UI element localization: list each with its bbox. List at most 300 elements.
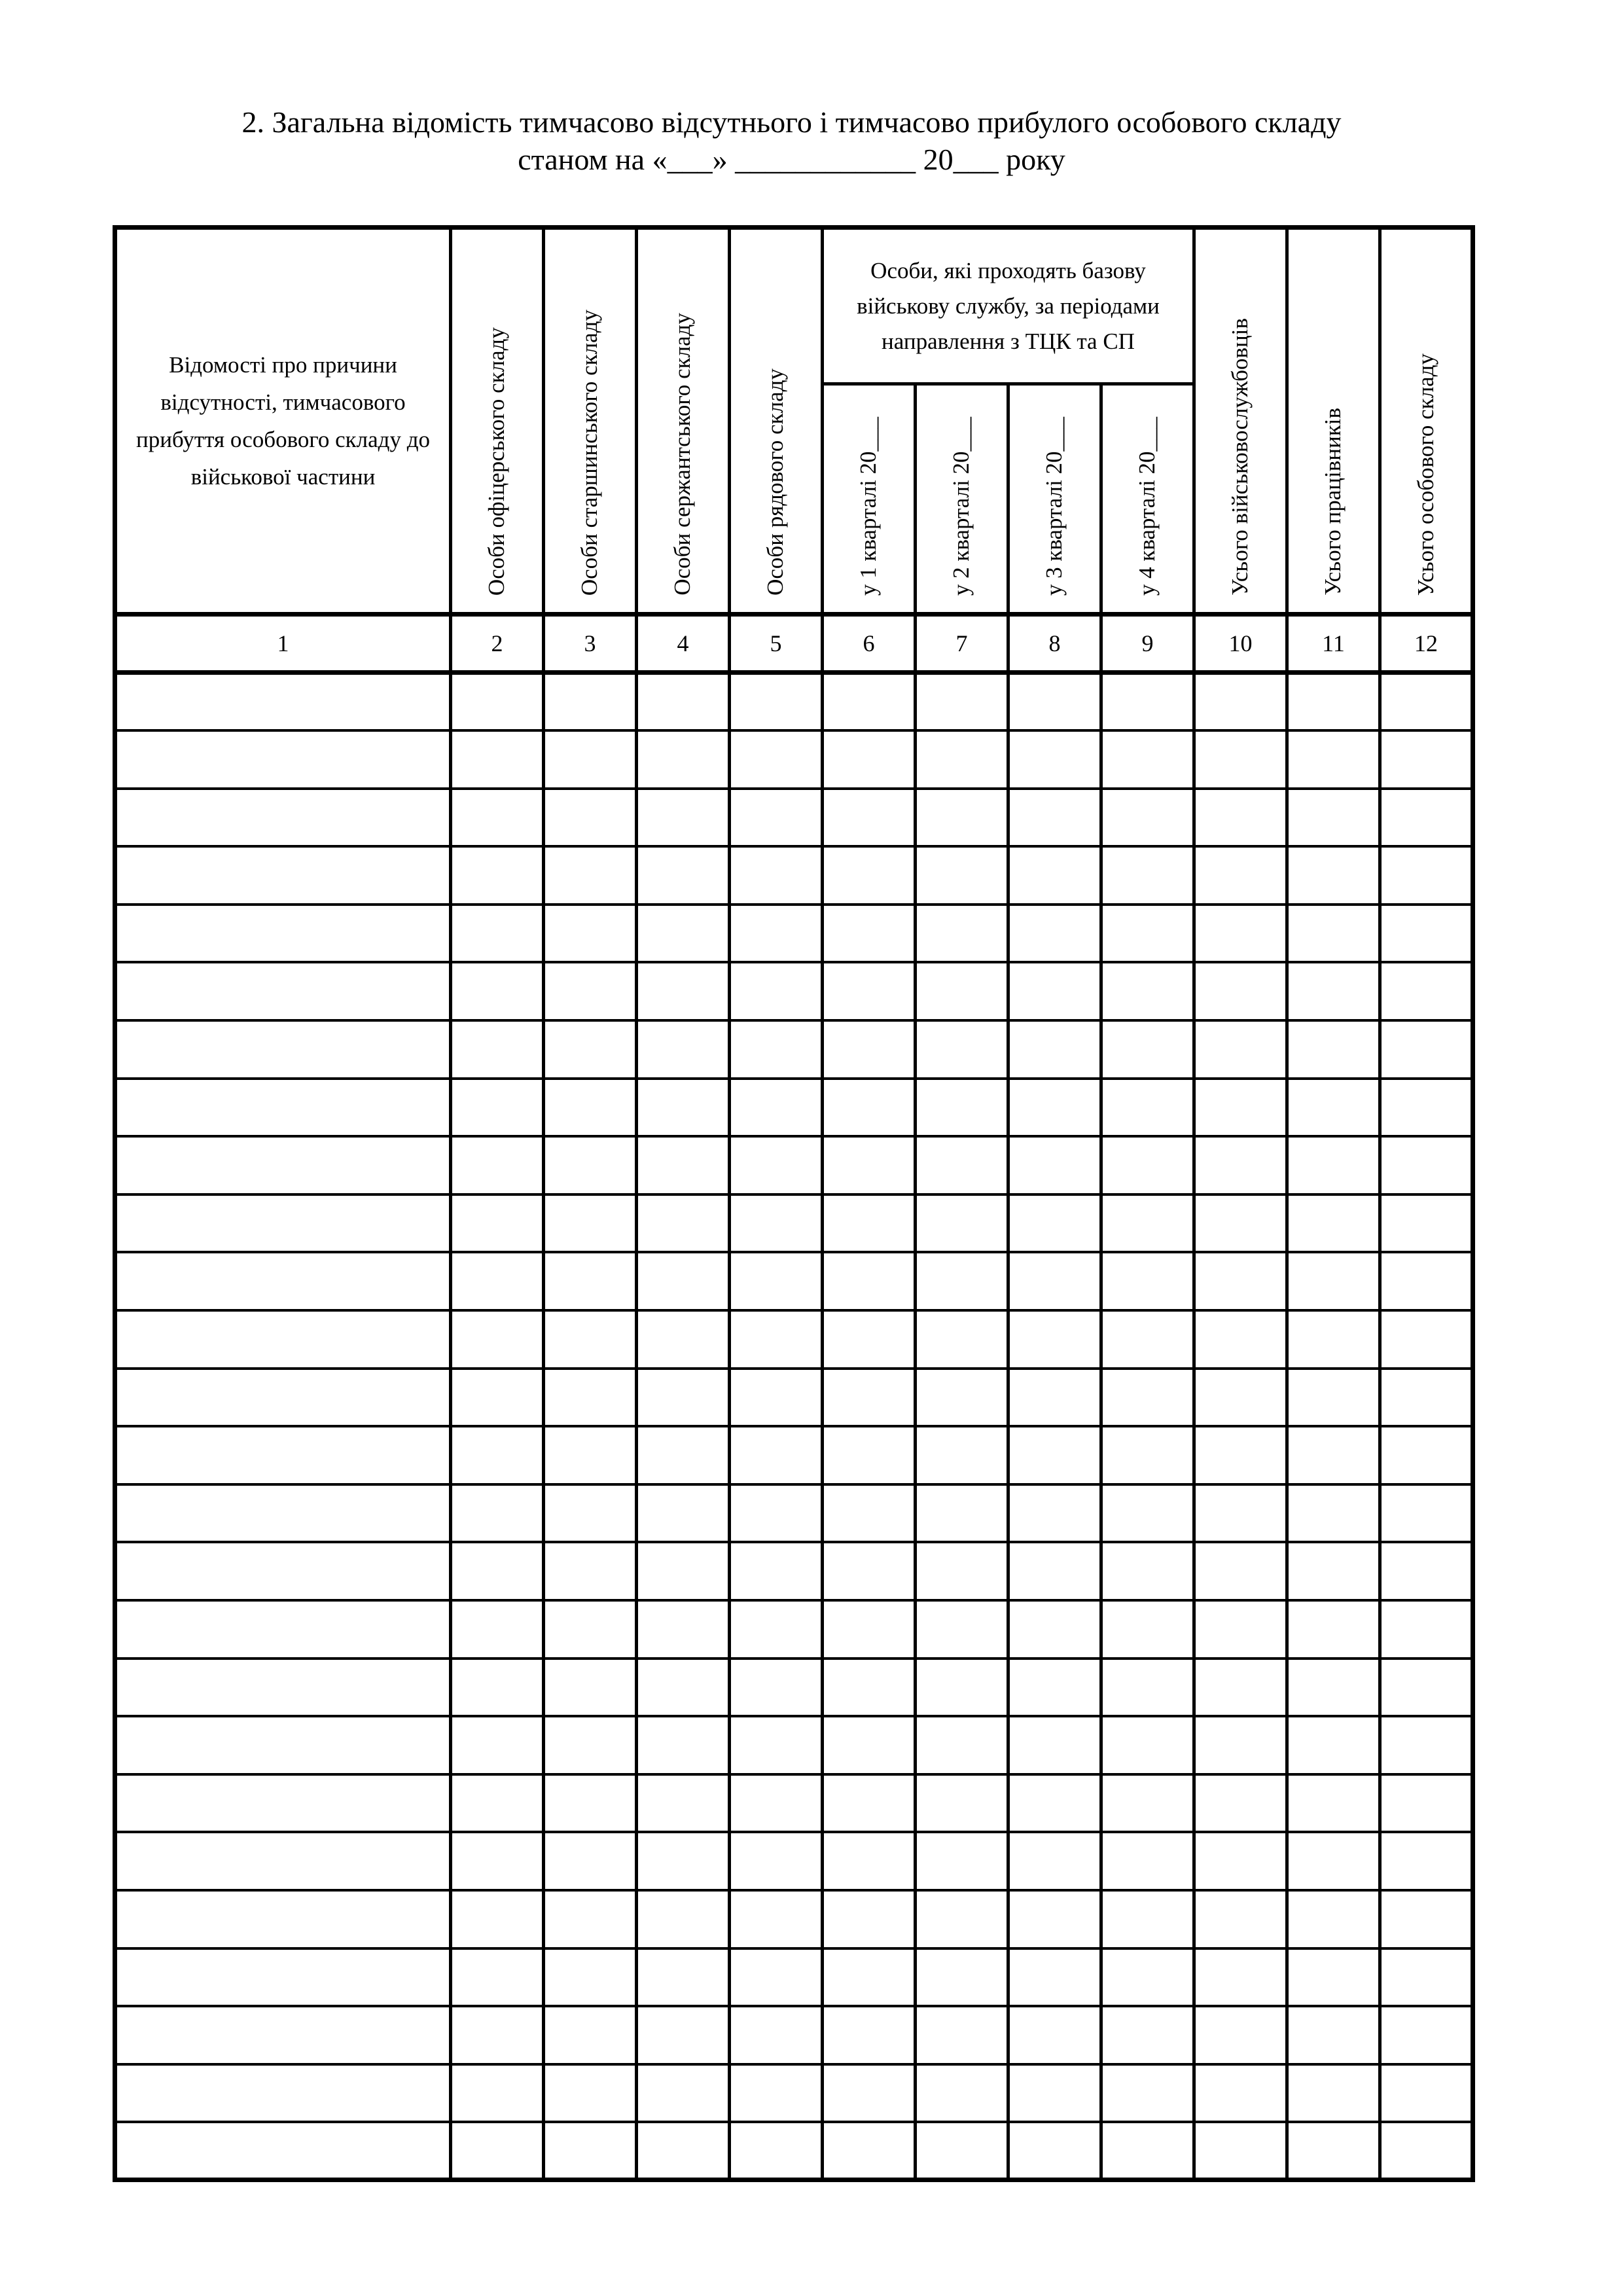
empty-cell bbox=[916, 846, 1008, 905]
empty-cell bbox=[916, 1890, 1008, 1948]
empty-cell bbox=[451, 1659, 544, 1717]
empty-cell bbox=[1101, 2064, 1194, 2123]
empty-cell bbox=[730, 1369, 823, 1427]
empty-cell bbox=[1380, 1542, 1473, 1600]
empty-cell bbox=[1101, 1484, 1194, 1543]
empty-cell bbox=[1380, 1890, 1473, 1948]
empty-cell bbox=[1287, 2064, 1380, 2123]
empty-cell bbox=[451, 1890, 544, 1948]
empty-cell bbox=[544, 846, 637, 905]
column-number: 8 bbox=[1008, 615, 1101, 673]
empty-cell bbox=[115, 2122, 451, 2180]
empty-cell bbox=[637, 730, 730, 789]
empty-cell bbox=[1194, 730, 1287, 789]
empty-cell bbox=[1287, 1310, 1380, 1369]
empty-cell bbox=[1380, 1020, 1473, 1079]
empty-cell bbox=[451, 2064, 544, 2123]
empty-cell bbox=[1101, 962, 1194, 1020]
empty-cell bbox=[1380, 1369, 1473, 1427]
empty-cell bbox=[544, 1484, 637, 1543]
empty-cell bbox=[1380, 1948, 1473, 2007]
empty-cell bbox=[823, 1948, 916, 2007]
empty-cell bbox=[451, 962, 544, 1020]
empty-cell bbox=[730, 789, 823, 847]
empty-cell bbox=[115, 2064, 451, 2123]
empty-cell bbox=[1008, 1716, 1101, 1774]
empty-cell bbox=[823, 1890, 916, 1948]
empty-cell bbox=[544, 789, 637, 847]
empty-cell bbox=[1380, 1600, 1473, 1659]
empty-cell bbox=[1101, 1310, 1194, 1369]
empty-cell bbox=[1008, 730, 1101, 789]
empty-cell bbox=[823, 846, 916, 905]
empty-cell bbox=[1101, 1252, 1194, 1310]
column-header-total-personnel: Усього особового складу bbox=[1380, 228, 1473, 615]
empty-cell bbox=[637, 1020, 730, 1079]
empty-cell bbox=[1287, 1774, 1380, 1833]
empty-cell bbox=[1194, 1426, 1287, 1484]
empty-cell bbox=[730, 1426, 823, 1484]
empty-cell bbox=[544, 1020, 637, 1079]
table-row bbox=[115, 1948, 1473, 2007]
empty-cell bbox=[544, 962, 637, 1020]
table-row bbox=[115, 962, 1473, 1020]
empty-cell bbox=[544, 673, 637, 731]
empty-cell bbox=[916, 1136, 1008, 1194]
empty-cell bbox=[115, 1716, 451, 1774]
empty-cell bbox=[115, 673, 451, 731]
empty-cell bbox=[730, 1136, 823, 1194]
empty-cell bbox=[1101, 905, 1194, 963]
empty-cell bbox=[1287, 962, 1380, 1020]
empty-cell bbox=[916, 1310, 1008, 1369]
empty-cell bbox=[1287, 1136, 1380, 1194]
column-number-row bbox=[115, 615, 1473, 673]
empty-cell bbox=[916, 1020, 1008, 1079]
empty-cell bbox=[1194, 1136, 1287, 1194]
empty-cell bbox=[115, 1369, 451, 1427]
table-body bbox=[115, 673, 1473, 2180]
empty-cell bbox=[1287, 1948, 1380, 2007]
empty-cell bbox=[1380, 1136, 1473, 1194]
empty-cell bbox=[1194, 789, 1287, 847]
empty-cell bbox=[823, 1136, 916, 1194]
column-number: 6 bbox=[823, 615, 916, 673]
empty-cell bbox=[115, 1020, 451, 1079]
empty-cell bbox=[823, 673, 916, 731]
empty-cell bbox=[916, 1426, 1008, 1484]
empty-cell bbox=[451, 905, 544, 963]
empty-cell bbox=[916, 730, 1008, 789]
table-row bbox=[115, 1020, 1473, 1079]
empty-cell bbox=[115, 1659, 451, 1717]
empty-cell bbox=[916, 1948, 1008, 2007]
column-number: 5 bbox=[730, 615, 823, 673]
page-title: 2. Загальна відомість тимчасово відсутнього і тимчасово прибулого особового складу bbox=[241, 105, 1342, 139]
empty-cell bbox=[451, 1369, 544, 1427]
empty-cell bbox=[1287, 1542, 1380, 1600]
empty-cell bbox=[1194, 1716, 1287, 1774]
empty-cell bbox=[823, 1252, 916, 1310]
empty-cell bbox=[1194, 2122, 1287, 2180]
empty-cell bbox=[451, 1310, 544, 1369]
empty-cell bbox=[1008, 1484, 1101, 1543]
empty-cell bbox=[1287, 2006, 1380, 2064]
empty-cell bbox=[451, 1832, 544, 1890]
empty-cell bbox=[544, 2122, 637, 2180]
empty-cell bbox=[1380, 1832, 1473, 1890]
empty-cell bbox=[451, 1948, 544, 2007]
table-row bbox=[115, 1194, 1473, 1253]
table-row bbox=[115, 905, 1473, 963]
empty-cell bbox=[916, 1484, 1008, 1543]
empty-cell bbox=[1008, 1194, 1101, 1253]
empty-cell bbox=[1194, 1890, 1287, 1948]
empty-cell bbox=[730, 1252, 823, 1310]
empty-cell bbox=[1194, 1020, 1287, 1079]
empty-cell bbox=[1194, 846, 1287, 905]
column-number: 9 bbox=[1101, 615, 1194, 673]
empty-cell bbox=[1008, 2006, 1101, 2064]
empty-cell bbox=[1194, 1600, 1287, 1659]
empty-cell bbox=[1287, 1020, 1380, 1079]
empty-cell bbox=[823, 962, 916, 1020]
empty-cell bbox=[544, 1542, 637, 1600]
empty-cell bbox=[916, 2122, 1008, 2180]
empty-cell bbox=[916, 1716, 1008, 1774]
table-row bbox=[115, 673, 1473, 731]
empty-cell bbox=[544, 1310, 637, 1369]
empty-cell bbox=[1287, 1832, 1380, 1890]
empty-cell bbox=[1287, 1890, 1380, 1948]
empty-cell bbox=[823, 2064, 916, 2123]
empty-cell bbox=[1101, 673, 1194, 731]
empty-cell bbox=[1194, 1079, 1287, 1137]
empty-cell bbox=[916, 1194, 1008, 1253]
empty-cell bbox=[637, 1659, 730, 1717]
empty-cell bbox=[637, 1136, 730, 1194]
empty-cell bbox=[115, 905, 451, 963]
empty-cell bbox=[916, 1600, 1008, 1659]
table-row bbox=[115, 1252, 1473, 1310]
empty-cell bbox=[823, 905, 916, 963]
empty-cell bbox=[1194, 1774, 1287, 1833]
empty-cell bbox=[1101, 789, 1194, 847]
column-number: 1 bbox=[115, 615, 451, 673]
table-row bbox=[115, 1542, 1473, 1600]
column-number: 2 bbox=[451, 615, 544, 673]
empty-cell bbox=[916, 789, 1008, 847]
empty-cell bbox=[916, 905, 1008, 963]
column-header-sergeants: Особи сержантського складу bbox=[637, 228, 730, 615]
empty-cell bbox=[637, 2064, 730, 2123]
empty-cell bbox=[1380, 2064, 1473, 2123]
empty-cell bbox=[115, 962, 451, 1020]
column-number: 7 bbox=[916, 615, 1008, 673]
empty-cell bbox=[1101, 2006, 1194, 2064]
empty-cell bbox=[637, 962, 730, 1020]
empty-cell bbox=[637, 1484, 730, 1543]
empty-cell bbox=[451, 730, 544, 789]
personnel-roster-table bbox=[113, 225, 1475, 2182]
empty-cell bbox=[730, 1774, 823, 1833]
empty-cell bbox=[544, 1890, 637, 1948]
empty-cell bbox=[823, 1716, 916, 1774]
empty-cell bbox=[115, 1948, 451, 2007]
column-number: 4 bbox=[637, 615, 730, 673]
empty-cell bbox=[823, 2006, 916, 2064]
empty-cell bbox=[451, 1484, 544, 1543]
empty-cell bbox=[451, 1774, 544, 1833]
empty-cell bbox=[1008, 1252, 1101, 1310]
empty-cell bbox=[1287, 1252, 1380, 1310]
empty-cell bbox=[637, 1832, 730, 1890]
table-row bbox=[115, 1484, 1473, 1543]
empty-cell bbox=[1101, 1890, 1194, 1948]
empty-cell bbox=[1380, 846, 1473, 905]
empty-cell bbox=[637, 1542, 730, 1600]
empty-cell bbox=[1101, 2122, 1194, 2180]
empty-cell bbox=[451, 1252, 544, 1310]
empty-cell bbox=[1287, 905, 1380, 963]
empty-cell bbox=[544, 1600, 637, 1659]
empty-cell bbox=[730, 905, 823, 963]
page-subtitle: станом на «___» ____________ 20___ року bbox=[518, 143, 1065, 176]
empty-cell bbox=[451, 2122, 544, 2180]
column-number: 3 bbox=[544, 615, 637, 673]
empty-cell bbox=[544, 730, 637, 789]
empty-cell bbox=[544, 1369, 637, 1427]
empty-cell bbox=[823, 730, 916, 789]
empty-cell bbox=[637, 1716, 730, 1774]
empty-cell bbox=[1101, 1832, 1194, 1890]
empty-cell bbox=[451, 1426, 544, 1484]
empty-cell bbox=[1287, 1194, 1380, 1253]
table-row bbox=[115, 1310, 1473, 1369]
empty-cell bbox=[637, 1079, 730, 1137]
empty-cell bbox=[451, 789, 544, 847]
table-row bbox=[115, 730, 1473, 789]
empty-cell bbox=[916, 1774, 1008, 1833]
empty-cell bbox=[916, 1252, 1008, 1310]
empty-cell bbox=[637, 1774, 730, 1833]
empty-cell bbox=[1194, 2006, 1287, 2064]
empty-cell bbox=[916, 2006, 1008, 2064]
empty-cell bbox=[115, 2006, 451, 2064]
empty-cell bbox=[1008, 1948, 1101, 2007]
empty-cell bbox=[823, 1194, 916, 1253]
empty-cell bbox=[730, 673, 823, 731]
empty-cell bbox=[730, 2064, 823, 2123]
empty-cell bbox=[823, 1659, 916, 1717]
empty-cell bbox=[544, 2006, 637, 2064]
empty-cell bbox=[1101, 1369, 1194, 1427]
empty-cell bbox=[730, 1310, 823, 1369]
empty-cell bbox=[1194, 1832, 1287, 1890]
empty-cell bbox=[1287, 1484, 1380, 1543]
empty-cell bbox=[637, 1948, 730, 2007]
empty-cell bbox=[1008, 1310, 1101, 1369]
empty-cell bbox=[823, 1542, 916, 1600]
empty-cell bbox=[916, 1542, 1008, 1600]
table-row bbox=[115, 789, 1473, 847]
table-row bbox=[115, 1136, 1473, 1194]
empty-cell bbox=[1101, 1426, 1194, 1484]
empty-cell bbox=[1194, 1252, 1287, 1310]
empty-cell bbox=[730, 1194, 823, 1253]
empty-cell bbox=[637, 1310, 730, 1369]
empty-cell bbox=[730, 1890, 823, 1948]
empty-cell bbox=[1380, 2122, 1473, 2180]
empty-cell bbox=[730, 2122, 823, 2180]
empty-cell bbox=[1287, 1079, 1380, 1137]
table-row bbox=[115, 1369, 1473, 1427]
empty-cell bbox=[451, 1542, 544, 1600]
empty-cell bbox=[1380, 1659, 1473, 1717]
empty-cell bbox=[916, 1369, 1008, 1427]
empty-cell bbox=[637, 1600, 730, 1659]
empty-cell bbox=[1194, 1310, 1287, 1369]
empty-cell bbox=[1287, 1600, 1380, 1659]
empty-cell bbox=[451, 1136, 544, 1194]
empty-cell bbox=[1380, 1774, 1473, 1833]
empty-cell bbox=[637, 846, 730, 905]
empty-cell bbox=[1380, 673, 1473, 731]
page-title-block bbox=[113, 103, 1471, 178]
empty-cell bbox=[730, 1542, 823, 1600]
column-header-total-servicemen: Усього військовослужбовців bbox=[1194, 228, 1287, 615]
table-row bbox=[115, 1832, 1473, 1890]
empty-cell bbox=[916, 1659, 1008, 1717]
empty-cell bbox=[1008, 789, 1101, 847]
empty-cell bbox=[115, 1252, 451, 1310]
table-row bbox=[115, 1716, 1473, 1774]
empty-cell bbox=[544, 1252, 637, 1310]
empty-cell bbox=[1287, 2122, 1380, 2180]
column-header-quarter-1: у 1 кварталі 20___ bbox=[823, 384, 916, 615]
empty-cell bbox=[1380, 2006, 1473, 2064]
empty-cell bbox=[916, 962, 1008, 1020]
column-header-warrant-officers: Особи старшинського складу bbox=[544, 228, 637, 615]
empty-cell bbox=[1101, 846, 1194, 905]
empty-cell bbox=[544, 1136, 637, 1194]
empty-cell bbox=[1101, 1716, 1194, 1774]
empty-cell bbox=[1380, 789, 1473, 847]
empty-cell bbox=[1380, 730, 1473, 789]
empty-cell bbox=[1287, 1659, 1380, 1717]
empty-cell bbox=[544, 1659, 637, 1717]
empty-cell bbox=[1008, 1136, 1101, 1194]
column-number: 12 bbox=[1380, 615, 1473, 673]
empty-cell bbox=[730, 1079, 823, 1137]
empty-cell bbox=[823, 789, 916, 847]
empty-cell bbox=[916, 1079, 1008, 1137]
empty-cell bbox=[1101, 730, 1194, 789]
empty-cell bbox=[1287, 1369, 1380, 1427]
empty-cell bbox=[730, 1948, 823, 2007]
empty-cell bbox=[823, 1310, 916, 1369]
column-header-reasons: Відомості про причини відсутності, тимчасового прибуття особового складу до військової частини bbox=[115, 228, 451, 615]
empty-cell bbox=[1008, 1020, 1101, 1079]
empty-cell bbox=[730, 1716, 823, 1774]
empty-cell bbox=[1287, 846, 1380, 905]
empty-cell bbox=[544, 1774, 637, 1833]
empty-cell bbox=[1008, 1600, 1101, 1659]
empty-cell bbox=[823, 1484, 916, 1543]
empty-cell bbox=[1008, 846, 1101, 905]
empty-cell bbox=[1008, 1774, 1101, 1833]
table-row bbox=[115, 2122, 1473, 2180]
empty-cell bbox=[1008, 962, 1101, 1020]
empty-cell bbox=[115, 846, 451, 905]
empty-cell bbox=[544, 1948, 637, 2007]
empty-cell bbox=[1101, 1079, 1194, 1137]
empty-cell bbox=[1008, 1079, 1101, 1137]
table-row bbox=[115, 2006, 1473, 2064]
empty-cell bbox=[115, 1890, 451, 1948]
empty-cell bbox=[1194, 1484, 1287, 1543]
empty-cell bbox=[1194, 962, 1287, 1020]
empty-cell bbox=[730, 1020, 823, 1079]
empty-cell bbox=[1008, 1542, 1101, 1600]
empty-cell bbox=[544, 1716, 637, 1774]
empty-cell bbox=[823, 1426, 916, 1484]
empty-cell bbox=[637, 1252, 730, 1310]
empty-cell bbox=[637, 1890, 730, 1948]
empty-cell bbox=[637, 905, 730, 963]
empty-cell bbox=[1194, 673, 1287, 731]
empty-cell bbox=[1380, 1716, 1473, 1774]
empty-cell bbox=[1101, 1600, 1194, 1659]
column-header-privates: Особи рядового складу bbox=[730, 228, 823, 615]
empty-cell bbox=[916, 1832, 1008, 1890]
empty-cell bbox=[823, 2122, 916, 2180]
empty-cell bbox=[637, 2122, 730, 2180]
empty-cell bbox=[1101, 1020, 1194, 1079]
empty-cell bbox=[544, 1426, 637, 1484]
empty-cell bbox=[916, 673, 1008, 731]
column-number: 10 bbox=[1194, 615, 1287, 673]
empty-cell bbox=[451, 2006, 544, 2064]
empty-cell bbox=[544, 1194, 637, 1253]
empty-cell bbox=[544, 2064, 637, 2123]
table-row bbox=[115, 1774, 1473, 1833]
empty-cell bbox=[1194, 1659, 1287, 1717]
empty-cell bbox=[1380, 1484, 1473, 1543]
empty-cell bbox=[730, 846, 823, 905]
column-number: 11 bbox=[1287, 615, 1380, 673]
empty-cell bbox=[1101, 1774, 1194, 1833]
empty-cell bbox=[637, 1369, 730, 1427]
empty-cell bbox=[544, 905, 637, 963]
empty-cell bbox=[637, 1194, 730, 1253]
empty-cell bbox=[823, 1079, 916, 1137]
empty-cell bbox=[1287, 673, 1380, 731]
empty-cell bbox=[451, 673, 544, 731]
empty-cell bbox=[1008, 2064, 1101, 2123]
table-row bbox=[115, 1890, 1473, 1948]
empty-cell bbox=[1287, 1426, 1380, 1484]
empty-cell bbox=[115, 1484, 451, 1543]
empty-cell bbox=[823, 1369, 916, 1427]
empty-cell bbox=[1101, 1194, 1194, 1253]
empty-cell bbox=[1380, 1079, 1473, 1137]
empty-cell bbox=[115, 789, 451, 847]
column-header-officers: Особи офіцерського складу bbox=[451, 228, 544, 615]
empty-cell bbox=[730, 730, 823, 789]
empty-cell bbox=[1380, 962, 1473, 1020]
empty-cell bbox=[1194, 1948, 1287, 2007]
